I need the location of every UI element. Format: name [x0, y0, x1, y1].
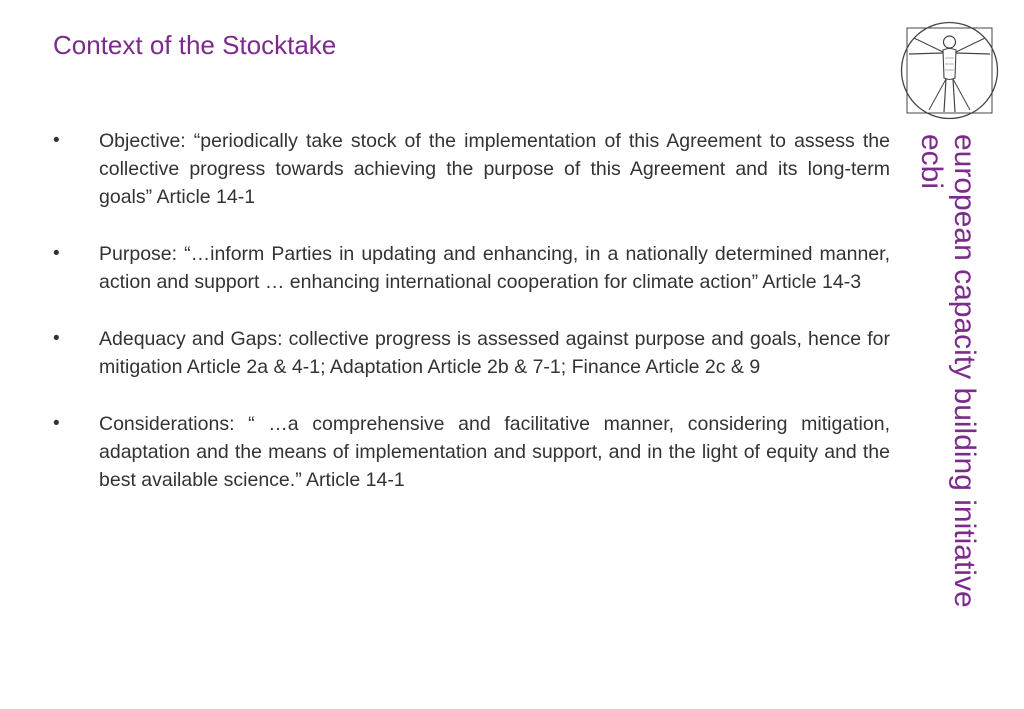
- bullet-marker: •: [53, 413, 60, 434]
- ecbi-brand: [915, 134, 981, 608]
- bullet-text: Purpose: “…inform Parties in updating and enhancing, in a nationally determined manner, action and support … enhancing international cooperation for climate action” Article 14-3: [99, 243, 890, 293]
- bullet-marker: •: [53, 328, 60, 349]
- bullet-considerations: [50, 410, 890, 494]
- bullet-objective: [50, 127, 890, 211]
- bullet-text: Adequacy and Gaps: collective progress is assessed against purpose and goals, hence for mitigation Article 2a & 4-1; Adaptation Article 2b & 7-1; Finance Article 2c & 9: [99, 328, 890, 378]
- vitruvian-man-icon: [899, 20, 1000, 121]
- bullet-text: Objective: “periodically take stock of the implementation of this Agreement to assess the collective progress towards achieving the purpose of this Agreement and its long-term goals” Article 14-1: [99, 130, 890, 208]
- bullet-marker: •: [53, 130, 60, 151]
- brand-full-name: european capacity building initiative: [948, 134, 981, 608]
- slide-title: Context of the Stocktake: [53, 30, 337, 60]
- bullet-adequacy: [50, 325, 890, 381]
- bullet-text: Considerations: “ …a comprehensive and facilitative manner, considering mitigation, adaptation and the means of implementation and support, and in the light of equity and the best available science.” Article 14-1: [99, 413, 890, 491]
- brand-acronym: ecbi: [915, 134, 948, 190]
- bullet-list: [50, 127, 890, 523]
- bullet-marker: •: [53, 243, 60, 264]
- bullet-purpose: [50, 240, 890, 296]
